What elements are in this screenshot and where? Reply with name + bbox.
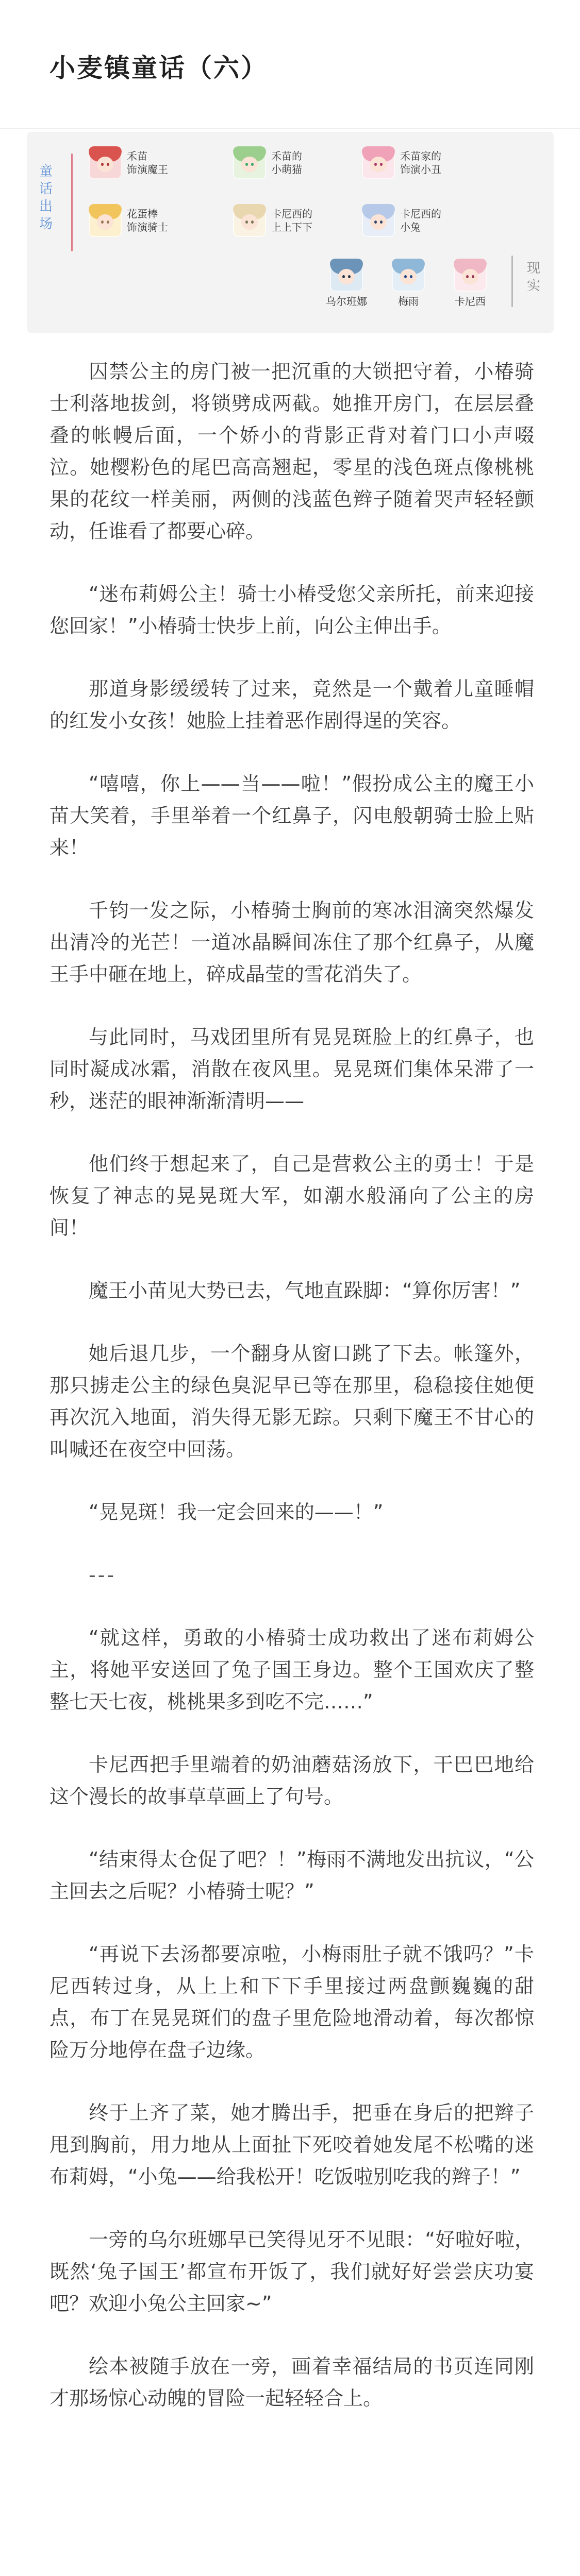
- cast-member-name: 禾苗 饰演魔王: [127, 150, 168, 176]
- avatar-eye: [107, 221, 109, 224]
- story-paragraph: 卡尼西把手里端着的奶油蘑菇汤放下，干巴巴地给这个漫长的故事草草画上了句号。: [49, 1753, 534, 1808]
- avatar-face: [462, 269, 478, 284]
- story-paragraph: 与此同时，马戏团里所有晃晃斑脸上的红鼻子，也同时凝成冰霜，消散在夜风里。晃晃斑们集体呆滞了一秒，迷茫的眼神渐渐清明——: [49, 1026, 534, 1112]
- cast-member-name: 卡尼西的 上上下下: [271, 208, 312, 233]
- cast-member: [89, 146, 184, 179]
- avatar-eye: [101, 221, 104, 224]
- avatar-eye: [472, 275, 474, 278]
- cast-member-name: 梅雨: [398, 295, 419, 308]
- character-avatar: [392, 259, 425, 292]
- story-paragraph: 一旁的乌尔班娜早已笑得见牙不见眼：“好啦好啦，既然‘兔子国王’都宣布开饭了，我们就好好尝尝庆功宴吧？欢迎小兔公主回家~”: [49, 2228, 534, 2315]
- character-avatar: [233, 204, 266, 237]
- story-paragraph: “就这样，勇敢的小椿骑士成功救出了迷布莉姆公主，将她平安送回了兔子国王身边。整个王国欢庆了整整七天七夜，桃桃果多到吃不完……”: [49, 1626, 534, 1713]
- avatar-eye: [101, 163, 104, 166]
- page-title: 小麦镇童话（六）: [49, 53, 268, 83]
- avatar-face: [97, 157, 113, 172]
- avatar-face: [97, 214, 113, 230]
- character-avatar: [89, 146, 122, 179]
- story-paragraph: 终于上齐了菜，她才腾出手，把垂在身后的把辫子甩到胸前，用力地从上面扯下死咬着她发尾不松嘴的迷布莉姆，“小兔——给我松开！吃饭啦别吃我的辫子！”: [49, 2102, 534, 2188]
- avatar-face: [370, 214, 387, 230]
- story-paragraph: “迷布莉姆公主！骑士小椿受您父亲所托，前来迎接您回家！”小椿骑士快步上前，向公主伸出手。: [49, 583, 534, 637]
- cast-member: [439, 259, 501, 308]
- avatar-eye: [342, 275, 345, 278]
- avatar-face: [370, 157, 387, 172]
- character-avatar: [454, 259, 487, 292]
- cast-member-name: 禾苗家的 饰演小丑: [400, 150, 441, 176]
- avatar-eye: [245, 221, 248, 224]
- story-paragraph: “再说下去汤都要凉啦，小梅雨肚子就不饿吗？”卡尼西转过身，从上上和下下手里接过两盘颤巍巍的甜点，布丁在晃晃斑们的盘子里危险地滑动着，每次都惊险万分地停在盘子边缘。: [49, 1943, 534, 2061]
- story-paragraph: “嘻嘻，你上——当——啦！”假扮成公主的魔王小苗大笑着，手里举着一个红鼻子，闪电般朝骑士脸上贴来！: [49, 772, 534, 859]
- cast-member: [316, 259, 377, 308]
- cast-member: [362, 146, 457, 179]
- avatar-eye: [374, 163, 377, 166]
- cast-divider-right: [511, 256, 513, 307]
- avatar-eye: [404, 275, 407, 278]
- cast-member-name: 卡尼西: [455, 295, 486, 308]
- character-avatar: [89, 204, 122, 237]
- avatar-face: [338, 269, 355, 284]
- cast-member: [233, 204, 328, 237]
- story-paragraph: 绘本被随手放在一旁，画着幸福结局的书页连同刚才那场惊心动魄的冒险一起轻轻合上。: [49, 2355, 534, 2410]
- section-separator: ---: [89, 1564, 117, 1586]
- cast-member: [362, 204, 457, 237]
- character-avatar: [233, 146, 266, 179]
- story-paragraph: 囚禁公主的房门被一把沉重的大锁把守着，小椿骑士利落地拔剑，将锁劈成两截。她推开房门，在层层叠叠的帐幔后面，一个娇小的背影正背对着门口小声啜泣。她樱粉色的尾巴高高翘起，零星的浅色斑点像桃桃果的花纹一样美丽，两侧的浅蓝色辫子随着哭声轻轻颤动，任谁看了都要心碎。: [49, 360, 534, 543]
- cast-member: [377, 259, 439, 308]
- avatar-eye: [245, 163, 248, 166]
- character-avatar: [362, 204, 395, 237]
- cast-member-name: 卡尼西的 小兔: [400, 208, 441, 233]
- avatar-eye: [251, 221, 254, 224]
- page-header: [0, 0, 580, 129]
- avatar-eye: [410, 275, 412, 278]
- story-paragraph: “结束得太仓促了吧？！”梅雨不满地发出抗议，“公主回去之后呢？小椿骑士呢？”: [49, 1848, 534, 1903]
- avatar-eye: [348, 275, 351, 278]
- story-paragraph: 那道身影缓缓转了过来，竟然是一个戴着儿童睡帽的红发小女孩！她脸上挂着恶作剧得逞的笑容。: [49, 677, 534, 732]
- avatar-eye: [380, 221, 383, 224]
- character-avatar: [330, 259, 363, 292]
- cast-member-name: 乌尔班娜: [326, 295, 367, 308]
- cast-label-reality: 现实: [526, 261, 540, 294]
- cast-label-fairytale: 童话出场: [39, 164, 53, 232]
- avatar-eye: [380, 163, 383, 166]
- avatar-face: [241, 214, 258, 230]
- character-avatar: [362, 146, 395, 179]
- avatar-eye: [374, 221, 377, 224]
- story-body: [49, 355, 534, 2445]
- story-paragraph: “晃晃斑！我一定会回来的——！”: [89, 1501, 384, 1523]
- avatar-face: [241, 157, 258, 172]
- cast-divider-left: [71, 154, 73, 251]
- cast-member-name: 禾苗的 小萌猫: [271, 150, 302, 176]
- cast-member-name: 花蛋棒 饰演骑士: [127, 208, 168, 233]
- avatar-face: [400, 269, 417, 284]
- avatar-eye: [107, 163, 109, 166]
- avatar-eye: [466, 275, 469, 278]
- cast-member: [89, 204, 184, 237]
- avatar-eye: [251, 163, 254, 166]
- story-paragraph: 他们终于想起来了，自己是营救公主的勇士！于是恢复了神志的晃晃斑大军，如潮水般涌向了公主的房间！: [49, 1153, 534, 1239]
- cast-member: [233, 146, 328, 179]
- story-paragraph: 魔王小苗见大势已去，气地直跺脚：“算你厉害！”: [89, 1279, 521, 1302]
- story-paragraph: 千钧一发之际，小椿骑士胸前的寒冰泪滴突然爆发出清冷的光芒！一道冰晶瞬间冻住了那个红鼻子，从魔王手中砸在地上，碎成晶莹的雪花消失了。: [49, 899, 534, 986]
- story-paragraph: 她后退几步，一个翻身从窗口跳了下去。帐篷外，那只掳走公主的绿色臭泥早已等在那里，稳稳接住她便再次沉入地面，消失得无影无踪。只剩下魔王不甘心的叫喊还在夜空中回荡。: [49, 1342, 534, 1461]
- cast-panel: [27, 132, 554, 333]
